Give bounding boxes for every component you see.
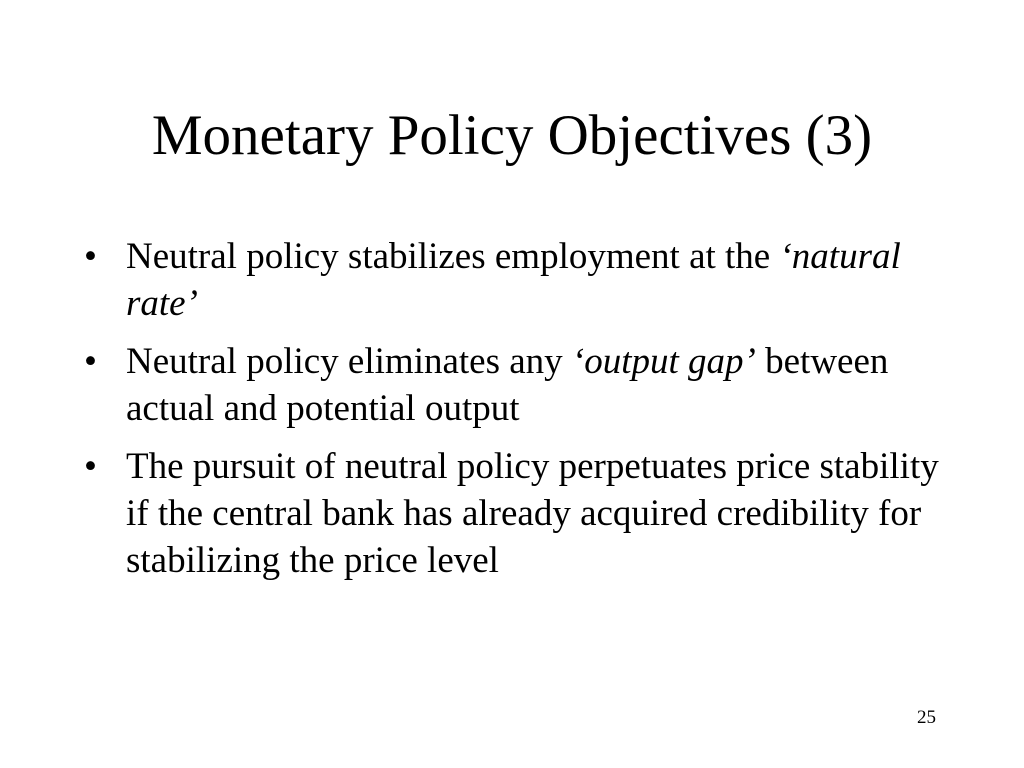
bullet-item (84, 338, 964, 432)
bullet-emphasis: ‘natural rate’ (126, 236, 901, 324)
bullet-text-continuation: between actual and potential output (126, 341, 889, 429)
page-number: 25 (917, 707, 936, 728)
bullet-list (84, 233, 964, 595)
bullet-emphasis: ‘output gap’ (571, 341, 756, 382)
slide-title: Monetary Policy Objectives (3) (151, 104, 873, 167)
bullet-item (84, 233, 964, 327)
bullet-item (84, 443, 964, 584)
bullet-marker: • (84, 236, 97, 277)
bullet-marker: • (84, 341, 97, 382)
bullet-marker: • (84, 446, 97, 487)
bullet-text: Neutral policy eliminates any (126, 341, 572, 382)
bullet-text: Neutral policy stabilizes employment at the (126, 236, 780, 277)
bullet-text: The pursuit of neutral policy perpetuates price stability if the central bank has already acquired credibility for stabilizing the price level (126, 446, 939, 581)
